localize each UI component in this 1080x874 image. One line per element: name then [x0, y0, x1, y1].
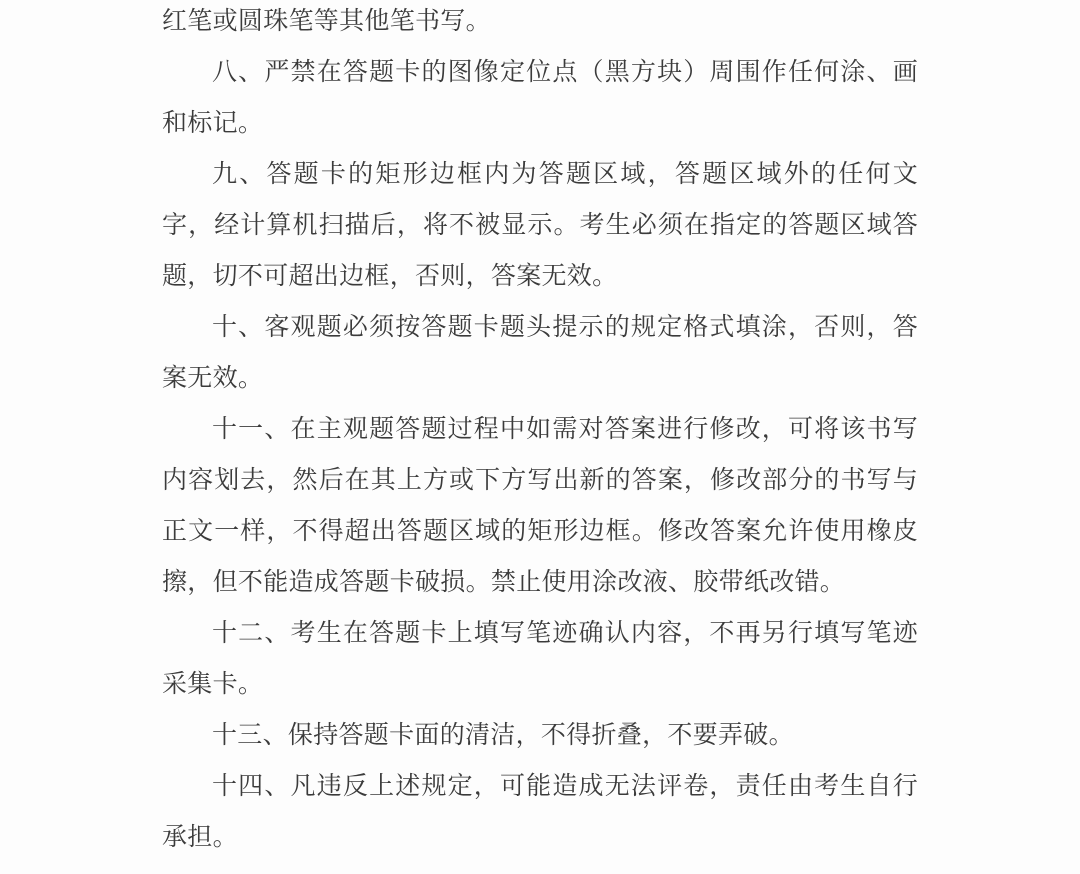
- paragraph-rule-11: 十一、在主观题答题过程中如需对答案进行修改，可将该书写内容划去，然后在其上方或下方写出新的答案，修改部分的书写与正文一样，不得超出答题区域的矩形边框。修改答案允许使用橡皮擦，但不能造成答题卡破损。禁止使用涂改液、胶带纸改错。: [162, 416, 918, 596]
- instructions-text-block: [162, 0, 918, 863]
- paragraph-rule-13: 十三、保持答题卡面的清洁，不得折叠，不要弄破。: [212, 722, 794, 749]
- paragraph-continuation: 红笔或圆珠笔等其他笔书写。: [162, 8, 491, 35]
- paragraph-rule-12: 十二、考生在答题卡上填写笔迹确认内容，不再另行填写笔迹采集卡。: [162, 620, 918, 698]
- paragraph-rule-8: 八、严禁在答题卡的图像定位点（黑方块）周围作任何涂、画和标记。: [162, 59, 918, 137]
- paragraph-rule-10: 十、客观题必须按答题卡题头提示的规定格式填涂，否则，答案无效。: [162, 314, 918, 392]
- paragraph-rule-14: 十四、凡违反上述规定，可能造成无法评卷，责任由考生自行承担。: [162, 773, 918, 851]
- paragraph-rule-9: 九、答题卡的矩形边框内为答题区域，答题区域外的任何文字，经计算机扫描后，将不被显示。考生必须在指定的答题区域答题，切不可超出边框，否则，答案无效。: [162, 161, 918, 290]
